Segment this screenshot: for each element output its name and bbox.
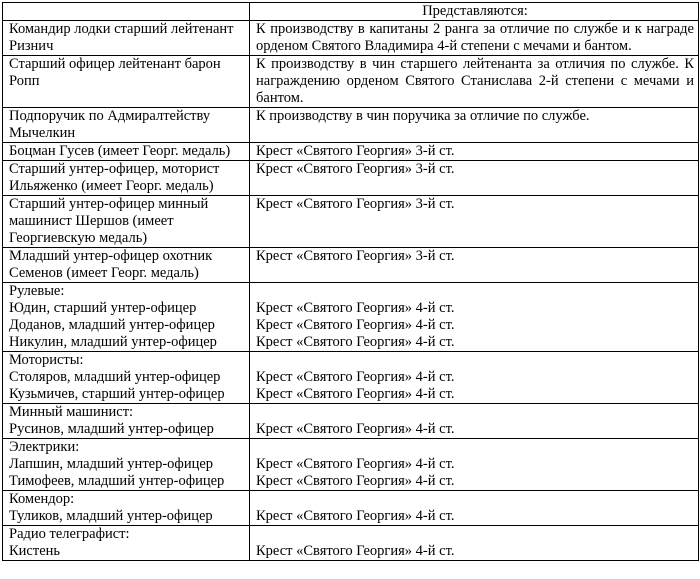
award-text: Крест «Святого Георгия» 4-й ст. [256,543,455,559]
recipient-cell [3,526,250,561]
award-text: Крест «Святого Георгия» 4-й ст. [256,386,455,402]
recipient-text: Русинов, младший унтер-офицер [9,421,214,437]
recipient-cell [3,21,250,56]
award-cell [250,283,699,352]
recipient-text: Рулевые: [9,283,65,299]
award-cell [250,56,699,108]
recipient-text: Доданов, младший унтер-офицер [9,317,215,333]
header-cell-left [3,3,250,21]
recipient-text: Столяров, младший унтер-офицер [9,369,221,385]
table-row [3,283,699,352]
recipient-cell [3,248,250,283]
recipient-text: Младший унтер-офицер охотник Семенов (имеет Георг. медаль) [9,248,213,281]
award-text [256,439,694,456]
recipient-text: Кистень [9,543,61,559]
table-row [3,196,699,248]
recipient-cell [3,439,250,491]
table-row [3,526,699,561]
recipient-text: Старший унтер-офицер минный машинист Шершов (имеет Георгиевскую медаль) [9,196,209,246]
recipient-cell [3,196,250,248]
award-cell [250,21,699,56]
award-text: Крест «Святого Георгия» 4-й ст. [256,456,455,472]
award-text: Крест «Святого Георгия» 3-й ст. [256,196,455,212]
award-text [256,526,694,543]
award-cell [250,491,699,526]
recipient-text: Подпоручик по Адмиралтейству Мычелкин [9,108,211,141]
recipient-text: Электрики: [9,439,80,455]
award-text: К производству в чин поручика за отличие по службе. [256,108,590,124]
award-text: Крест «Святого Георгия» 4-й ст. [256,300,455,316]
table-row [3,248,699,283]
award-text: Крест «Святого Георгия» 4-й ст. [256,317,455,333]
recipient-text: Комендор: [9,491,75,507]
recipient-text: Лапшин, младший унтер-офицер [9,456,214,472]
award-text [256,404,694,421]
table-row [3,21,699,56]
table-row [3,404,699,439]
award-text [256,491,694,508]
award-text [256,352,694,369]
recipient-text: Минный машинист: [9,404,134,420]
header-cell-right: Представляются: [250,3,699,21]
award-cell [250,108,699,143]
recipient-cell [3,56,250,108]
table-row [3,108,699,143]
award-cell [250,404,699,439]
award-text: Крест «Святого Георгия» 3-й ст. [256,143,455,159]
award-cell [250,439,699,491]
award-text: К производству в чин старшего лейтенанта за отличия по службе. К награждению орденом Святого Станислава 2-й степени с мечами и бантом. [256,56,694,106]
award-cell [250,196,699,248]
table-row [3,352,699,404]
table-row [3,491,699,526]
award-cell [250,248,699,283]
table-row [3,439,699,491]
recipient-text: Туликов, младший унтер-офицер [9,508,213,524]
award-text: Крест «Святого Георгия» 3-й ст. [256,161,455,177]
recipient-text: Старший офицер лейтенант барон Ропп [9,56,221,89]
award-text: Крест «Святого Георгия» 3-й ст. [256,248,455,264]
recipient-cell [3,352,250,404]
recipient-text: Боцман Гусев (имеет Георг. медаль) [9,143,231,159]
award-cell [250,352,699,404]
table-row [3,161,699,196]
recipient-text: Кузьмичев, старший унтер-офицер [9,386,225,402]
recipient-cell [3,283,250,352]
award-text: Крест «Святого Георгия» 4-й ст. [256,473,455,489]
awards-table [2,2,699,561]
recipient-text: Юдин, старший унтер-офицер [9,300,197,316]
table-row [3,143,699,161]
recipient-text: Тимофеев, младший унтер-офицер [9,473,225,489]
recipient-text: Никулин, младший унтер-офицер [9,334,217,350]
award-cell [250,526,699,561]
recipient-text: Радио телеграфист: [9,526,130,542]
award-text: К производству в капитаны 2 ранга за отличие по службе и к награде орденом Святого Владимира 4-й степени с мечами и бантом. [256,21,694,54]
table-body [3,21,699,561]
recipient-text: Мотористы: [9,352,84,368]
recipient-cell [3,404,250,439]
recipient-cell [3,143,250,161]
recipient-cell [3,108,250,143]
award-cell [250,143,699,161]
award-cell [250,161,699,196]
recipient-cell [3,161,250,196]
recipient-text: Старший унтер-офицер, моторист Ильяженко (имеет Георг. медаль) [9,161,220,194]
award-text: Крест «Святого Георгия» 4-й ст. [256,508,455,524]
award-text: Крест «Святого Георгия» 4-й ст. [256,369,455,385]
recipient-text: Командир лодки старший лейтенант Ризнич [9,21,234,54]
award-text [256,283,694,300]
header-row [3,3,699,21]
recipient-cell [3,491,250,526]
award-text: Крест «Святого Георгия» 4-й ст. [256,334,455,350]
award-text: Крест «Святого Георгия» 4-й ст. [256,421,455,437]
table-row [3,56,699,108]
